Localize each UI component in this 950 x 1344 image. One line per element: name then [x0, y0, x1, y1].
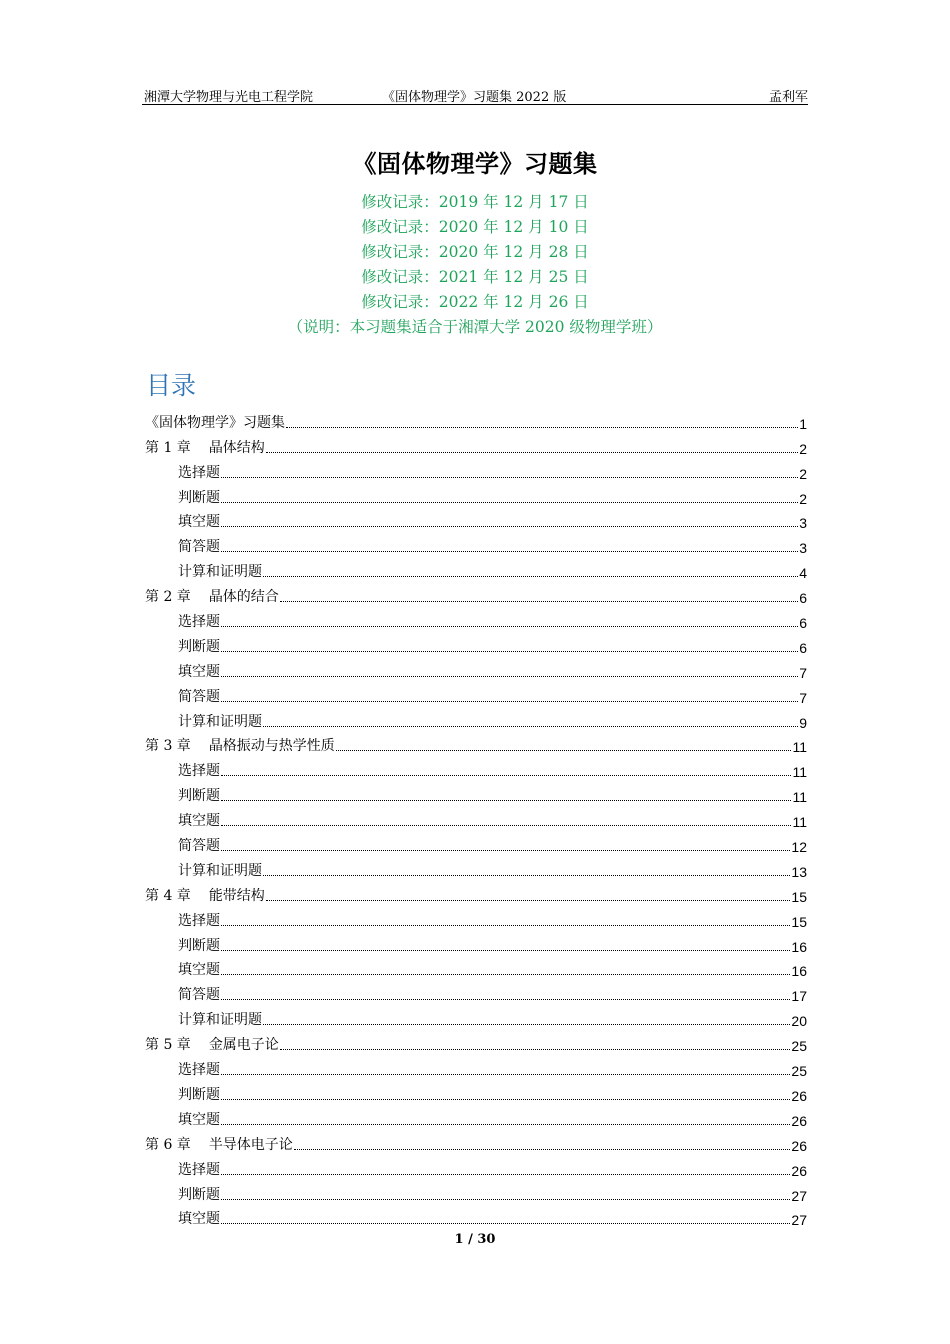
toc-entry-label: [178, 860, 262, 880]
toc-entry-label: [145, 586, 279, 606]
toc-entry-text: 判断题: [178, 1086, 220, 1103]
toc-entry-text: 判断题: [178, 489, 220, 506]
toc-entry-label: [178, 1184, 220, 1204]
toc-entry-label: [178, 935, 220, 955]
toc-entry[interactable]: [145, 731, 807, 756]
toc-page-number: 2: [799, 490, 807, 507]
toc-entry-text: 选择题: [178, 1062, 220, 1079]
toc-entry[interactable]: [145, 432, 807, 457]
toc-page-number: 15: [791, 913, 807, 930]
toc-page-number: 25: [791, 1038, 807, 1055]
toc-entry-text: 计算和证明题: [178, 862, 262, 879]
header-author: 孟利军: [768, 90, 808, 105]
toc-entry-label: [178, 1009, 262, 1029]
toc-dot-leader: [336, 750, 792, 751]
toc-subentry[interactable]: [145, 855, 807, 880]
revision-line: 修改记录：2022 年 12 月 26 日: [361, 293, 589, 311]
toc-dot-leader: [221, 1174, 790, 1175]
revision-note: （说明：本习题集适合于湘潭大学 2020 级物理学班）: [287, 318, 663, 336]
toc-subentry[interactable]: [145, 1154, 807, 1179]
toc-dot-leader: [221, 825, 791, 826]
toc-dot-leader: [221, 626, 798, 627]
toc-entry-label: [178, 810, 220, 830]
toc-dot-leader: [221, 1223, 790, 1224]
toc-entry-label: [178, 1208, 220, 1228]
toc-entry-text: 判断题: [178, 788, 220, 805]
toc-page-number: 11: [792, 814, 807, 831]
toc-entry-label: [178, 760, 220, 780]
toc-page-number: 2: [799, 465, 807, 482]
toc-page-number: 11: [792, 764, 807, 781]
toc-entry-text: 填空题: [178, 813, 220, 830]
toc-dot-leader: [221, 477, 798, 478]
toc-dot-leader: [221, 701, 798, 702]
toc-page-number: 26: [791, 1162, 807, 1179]
toc-page-number: 3: [799, 515, 807, 532]
toc-entry-label: [178, 959, 220, 979]
toc-dot-leader: [221, 676, 798, 677]
toc-dot-leader: [221, 800, 791, 801]
toc-subentry[interactable]: [145, 507, 807, 532]
toc-dot-leader: [266, 452, 798, 453]
toc-entry-text: 填空题: [178, 1111, 220, 1128]
toc-entry-text: 简答题: [178, 987, 220, 1004]
toc-page-number: 26: [791, 1112, 807, 1129]
toc-entry-text: 晶体结构: [208, 439, 265, 456]
toc-dot-leader: [221, 950, 790, 951]
toc-subentry[interactable]: [145, 482, 807, 507]
toc-dot-leader: [221, 526, 798, 527]
toc-page-number: 12: [791, 839, 807, 856]
toc-subentry[interactable]: [145, 1054, 807, 1079]
revision-records: [0, 190, 950, 340]
toc-entry-text: 能带结构: [208, 887, 265, 904]
toc-dot-leader: [263, 576, 798, 577]
toc-page-number: 27: [791, 1187, 807, 1204]
toc-dot-leader: [221, 925, 790, 926]
toc-entry-text: 判断题: [178, 638, 220, 655]
toc-entry-label: [145, 412, 285, 432]
toc-entry-label: [178, 661, 220, 681]
toc-subentry[interactable]: [145, 955, 807, 980]
toc-entry-text: 填空题: [178, 1211, 220, 1228]
toc-page-number: 6: [799, 615, 807, 632]
toc-entry-text: 填空题: [178, 514, 220, 531]
toc-entry-label: [178, 1059, 220, 1079]
toc-entry-text: 简答题: [178, 688, 220, 705]
toc-page-number: 26: [791, 1137, 807, 1154]
toc-dot-leader: [280, 601, 798, 602]
toc-subentry[interactable]: [145, 606, 807, 631]
toc-entry-label: [178, 785, 220, 805]
toc-chapter-number: 第 1 章: [145, 439, 191, 456]
revision-line: 修改记录：2020 年 12 月 10 日: [361, 218, 589, 236]
toc-subentry[interactable]: [145, 755, 807, 780]
toc-subentry[interactable]: [145, 457, 807, 482]
toc-subentry[interactable]: [145, 556, 807, 581]
toc-subentry[interactable]: [145, 1079, 807, 1104]
toc-entry-label: [178, 984, 220, 1004]
toc-entry-label: [178, 1109, 220, 1129]
header-institution: 湘潭大学物理与光电工程学院: [144, 90, 314, 105]
toc-subentry[interactable]: [145, 905, 807, 930]
toc-entry-label: [178, 611, 220, 631]
toc-entry-label: [145, 437, 265, 457]
toc-entry-label: [178, 1159, 220, 1179]
toc-subentry[interactable]: [145, 930, 807, 955]
toc-page-number: 11: [792, 739, 807, 756]
toc-entry-text: 判断题: [178, 937, 220, 954]
toc-subentry[interactable]: [145, 805, 807, 830]
toc-page-number: 25: [791, 1063, 807, 1080]
toc-dot-leader: [221, 502, 798, 503]
toc-page-number: 17: [791, 988, 807, 1005]
header-document-title: 《固体物理学》习题集 2022 版: [382, 90, 567, 105]
toc-subentry[interactable]: [145, 706, 807, 731]
toc-entry-text: 晶格振动与热学性质: [208, 738, 335, 755]
toc-entry-text: 选择题: [178, 763, 220, 780]
toc-chapter-number: 第 5 章: [145, 1037, 191, 1054]
revision-line: 修改记录：2020 年 12 月 28 日: [361, 243, 589, 261]
toc-page-number: 27: [791, 1212, 807, 1229]
toc-entry-text: 填空题: [178, 663, 220, 680]
toc-entry-text: 《固体物理学》习题集: [145, 414, 285, 431]
toc-dot-leader: [221, 551, 798, 552]
toc-entry-label: [178, 462, 220, 482]
toc-subentry[interactable]: [145, 979, 807, 1004]
toc-entry-text: 选择题: [178, 464, 220, 481]
toc-entry-label: [178, 511, 220, 531]
toc-entry-text: 选择题: [178, 1161, 220, 1178]
toc-entry-label: [145, 1034, 279, 1054]
table-of-contents: [145, 407, 807, 1228]
toc-entry[interactable]: [145, 1129, 807, 1154]
toc-page-number: 2: [799, 440, 807, 457]
toc-entry-text: 计算和证明题: [178, 1012, 262, 1029]
toc-dot-leader: [221, 1074, 790, 1075]
toc-dot-leader: [221, 974, 790, 975]
toc-chapter-number: 第 3 章: [145, 738, 191, 755]
toc-subentry[interactable]: [145, 1204, 807, 1229]
toc-entry-text: 简答题: [178, 838, 220, 855]
revision-line: 修改记录：2019 年 12 月 17 日: [361, 193, 589, 211]
toc-entry-text: 填空题: [178, 962, 220, 979]
toc-dot-leader: [280, 1049, 791, 1050]
toc-page-number: 15: [791, 888, 807, 905]
toc-entry-label: [178, 835, 220, 855]
toc-dot-leader: [294, 1149, 791, 1150]
toc-page-number: 3: [799, 540, 807, 557]
document-title: 《固体物理学》习题集: [352, 149, 598, 178]
toc-entry[interactable]: [145, 581, 807, 606]
toc-page-number: 13: [791, 863, 807, 880]
toc-dot-leader: [286, 427, 798, 428]
toc-subentry[interactable]: [145, 1004, 807, 1029]
toc-page-number: 6: [799, 590, 807, 607]
toc-entry-label: [145, 885, 265, 905]
toc-page-number: 20: [791, 1013, 807, 1030]
toc-subentry[interactable]: [145, 656, 807, 681]
page-number: 1 / 30: [454, 1232, 496, 1247]
toc-dot-leader: [221, 850, 790, 851]
toc-entry-label: [145, 1134, 293, 1154]
toc-subentry[interactable]: [145, 1104, 807, 1129]
toc-entry-text: 计算和证明题: [178, 564, 262, 581]
toc-dot-leader: [221, 1099, 790, 1100]
toc-page-number: 16: [791, 963, 807, 980]
toc-entry-text: 晶体的结合: [208, 589, 279, 606]
toc-page-number: 11: [792, 789, 807, 806]
toc-entry-label: [178, 1084, 220, 1104]
toc-page-number: 1: [799, 415, 807, 432]
toc-dot-leader: [263, 726, 798, 727]
toc-entry-label: [145, 735, 335, 755]
toc-subentry[interactable]: [145, 830, 807, 855]
toc-dot-leader: [221, 775, 791, 776]
toc-page-number: 26: [791, 1087, 807, 1104]
toc-dot-leader: [221, 651, 798, 652]
toc-dot-leader: [263, 875, 790, 876]
toc-entry-label: [178, 487, 220, 507]
toc-page-number: 9: [799, 714, 807, 731]
toc-dot-leader: [266, 900, 791, 901]
toc-subentry[interactable]: [145, 681, 807, 706]
toc-entry[interactable]: [145, 880, 807, 905]
toc-chapter-number: 第 6 章: [145, 1136, 191, 1153]
toc-entry[interactable]: [145, 1029, 807, 1054]
toc-page-number: 6: [799, 639, 807, 656]
toc-entry-text: 判断题: [178, 1186, 220, 1203]
toc-entry-label: [178, 536, 220, 556]
toc-entry-text: 选择题: [178, 912, 220, 929]
toc-page-number: 4: [799, 565, 807, 582]
toc-entry-text: 简答题: [178, 539, 220, 556]
toc-dot-leader: [221, 1199, 790, 1200]
toc-entry[interactable]: [145, 407, 807, 432]
revision-line: 修改记录：2021 年 12 月 25 日: [361, 268, 589, 286]
toc-subentry[interactable]: [145, 531, 807, 556]
toc-entry-text: 半导体电子论: [208, 1136, 293, 1153]
toc-subentry[interactable]: [145, 1179, 807, 1204]
toc-entry-text: 金属电子论: [208, 1037, 279, 1054]
toc-page-number: 16: [791, 938, 807, 955]
toc-entry-text: 选择题: [178, 614, 220, 631]
toc-subentry[interactable]: [145, 780, 807, 805]
page-header: [142, 84, 808, 105]
toc-entry-label: [178, 910, 220, 930]
toc-entry-label: [178, 711, 262, 731]
toc-heading: 目录: [146, 371, 197, 400]
toc-chapter-number: 第 2 章: [145, 589, 191, 606]
toc-entry-text: 计算和证明题: [178, 713, 262, 730]
toc-dot-leader: [221, 999, 790, 1000]
toc-page-number: 7: [799, 689, 807, 706]
toc-entry-label: [178, 686, 220, 706]
toc-dot-leader: [263, 1024, 790, 1025]
toc-subentry[interactable]: [145, 631, 807, 656]
toc-entry-label: [178, 561, 262, 581]
toc-chapter-number: 第 4 章: [145, 887, 191, 904]
toc-entry-label: [178, 636, 220, 656]
toc-dot-leader: [221, 1124, 790, 1125]
toc-page-number: 7: [799, 664, 807, 681]
